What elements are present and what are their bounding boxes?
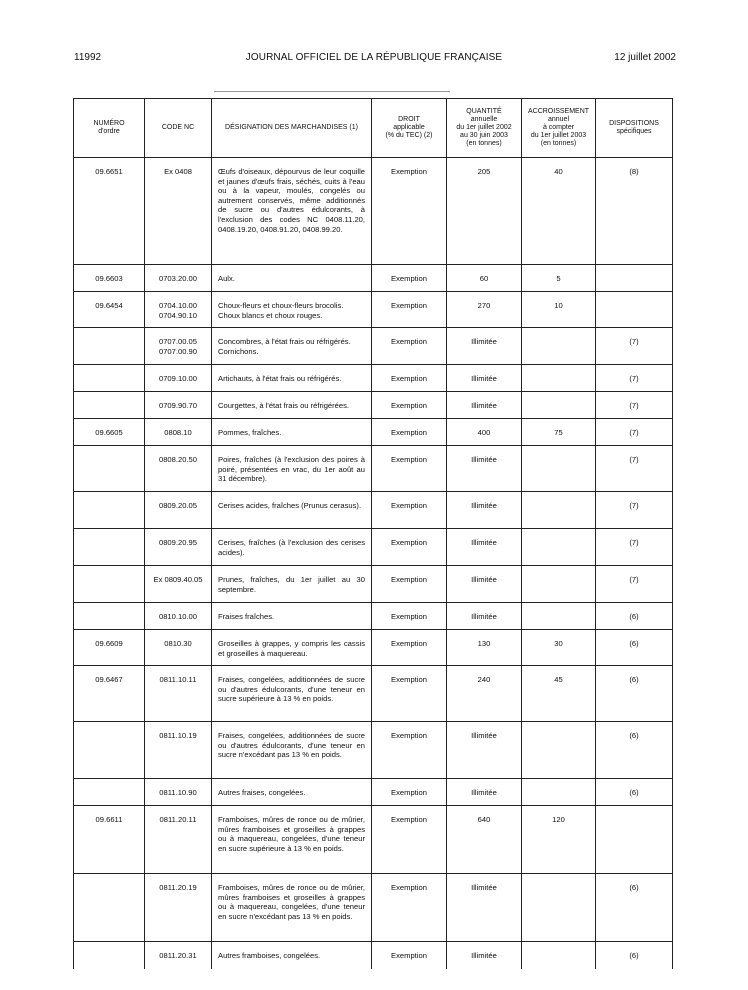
row-droit: Exemption: [372, 529, 447, 566]
row-code-nc: 0809.20.95: [145, 529, 212, 566]
col-header-accroissement: ACCROISSEMENT annuel à compter du 1er juillet 2003 (en tonnes): [522, 99, 596, 158]
row-code-nc: 0808.20.50: [145, 446, 212, 492]
row-droit: Exemption: [372, 806, 447, 874]
row-numero: 09.6467: [74, 666, 145, 722]
tariff-quota-table: [73, 98, 673, 969]
table-row: [74, 265, 673, 292]
row-droit: Exemption: [372, 630, 447, 666]
row-dispositions: [596, 806, 673, 874]
table-row: [74, 492, 673, 529]
row-accroissement: [522, 779, 596, 806]
row-code-nc: 0810.10.00: [145, 603, 212, 630]
header-rule: [214, 91, 450, 92]
row-droit: Exemption: [372, 419, 447, 446]
row-code-nc: 0811.20.19: [145, 874, 212, 942]
table-row: [74, 529, 673, 566]
row-droit: Exemption: [372, 365, 447, 392]
row-accroissement: [522, 365, 596, 392]
row-numero: [74, 365, 145, 392]
row-droit: Exemption: [372, 603, 447, 630]
journal-title: JOURNAL OFFICIEL DE LA RÉPUBLIQUE FRANÇAISE: [245, 52, 503, 63]
row-dispositions: (7): [596, 446, 673, 492]
row-droit: Exemption: [372, 392, 447, 419]
table-row: [74, 630, 673, 666]
table-body: [74, 158, 673, 969]
row-accroissement: [522, 328, 596, 365]
row-quantite: Illimitée: [447, 779, 522, 806]
row-quantite: Illimitée: [447, 492, 522, 529]
row-accroissement: 120: [522, 806, 596, 874]
row-numero: [74, 446, 145, 492]
row-designation: Framboises, mûres de ronce ou de mûrier, mûres framboises et groseilles à grappes ou à maquereau, congelées, d'une teneur en sucre n'excédant pas 13 % en poids.: [212, 874, 372, 942]
row-numero: 09.6611: [74, 806, 145, 874]
row-dispositions: (7): [596, 566, 673, 603]
table-row: [74, 158, 673, 265]
col-header-dispositions: DISPOSITIONS spécifiques: [596, 99, 673, 158]
row-code-nc: Ex 0408: [145, 158, 212, 265]
row-quantite: Illimitée: [447, 566, 522, 603]
row-designation: Artichauts, à l'état frais ou réfrigérés.: [212, 365, 372, 392]
row-numero: [74, 942, 145, 969]
row-numero: [74, 492, 145, 529]
row-droit: Exemption: [372, 874, 447, 942]
row-droit: Exemption: [372, 158, 447, 265]
row-droit: Exemption: [372, 779, 447, 806]
table-row: [74, 365, 673, 392]
row-designation: Fraises, congelées, additionnées de sucre ou d'autres édulcorants, d'une teneur en sucre supérieure à 13 % en poids.: [212, 666, 372, 722]
row-accroissement: [522, 492, 596, 529]
row-numero: [74, 874, 145, 942]
row-code-nc: 0808.10: [145, 419, 212, 446]
col-header-quantite: QUANTITÉ annuelle du 1er juillet 2002 au 30 juin 2003 (en tonnes): [447, 99, 522, 158]
row-accroissement: [522, 446, 596, 492]
row-dispositions: [596, 265, 673, 292]
row-droit: Exemption: [372, 446, 447, 492]
page-number: 11992: [74, 52, 102, 63]
row-dispositions: (8): [596, 158, 673, 265]
row-numero: [74, 779, 145, 806]
page-header: [0, 52, 748, 66]
row-designation: Poires, fraîches (à l'exclusion des poires à poiré, présentées en vrac, du 1er août au 31 décembre).: [212, 446, 372, 492]
col-header-designation: DÉSIGNATION DES MARCHANDISES (1): [212, 99, 372, 158]
row-quantite: Illimitée: [447, 529, 522, 566]
row-code-nc: 0811.20.11: [145, 806, 212, 874]
row-code-nc: 0709.10.00: [145, 365, 212, 392]
row-designation: Autres framboises, congelées.: [212, 942, 372, 969]
row-designation: Concombres, à l'état frais ou réfrigérés. Cornichons.: [212, 328, 372, 365]
row-dispositions: (7): [596, 529, 673, 566]
row-accroissement: 10: [522, 292, 596, 328]
row-dispositions: [596, 292, 673, 328]
row-dispositions: (6): [596, 874, 673, 942]
row-accroissement: [522, 603, 596, 630]
table-row: [74, 328, 673, 365]
row-designation: Œufs d'oiseaux, dépourvus de leur coquille et jaunes d'œufs frais, séchés, cuits à l'eau ou à la vapeur, moulés, congelés ou autrement conservés, même additionnés de sucre ou d'autres édulcorants, à l'exclusion des codes NC 0408.11.20, 0408.19.20, 0408.91.20, 0408.99.20.: [212, 158, 372, 265]
row-quantite: Illimitée: [447, 942, 522, 969]
col-header-numero: NUMÉRO d'ordre: [74, 99, 145, 158]
row-numero: [74, 566, 145, 603]
row-numero: [74, 529, 145, 566]
row-accroissement: 30: [522, 630, 596, 666]
row-numero: [74, 603, 145, 630]
row-droit: Exemption: [372, 722, 447, 779]
row-numero: 09.6609: [74, 630, 145, 666]
row-dispositions: (6): [596, 666, 673, 722]
row-dispositions: (6): [596, 630, 673, 666]
row-code-nc: 0704.10.00 0704.90.10: [145, 292, 212, 328]
table-row: [74, 806, 673, 874]
row-numero: 09.6605: [74, 419, 145, 446]
row-numero: 09.6603: [74, 265, 145, 292]
row-quantite: Illimitée: [447, 365, 522, 392]
row-quantite: Illimitée: [447, 392, 522, 419]
row-droit: Exemption: [372, 292, 447, 328]
row-quantite: Illimitée: [447, 328, 522, 365]
table-header-row: [74, 99, 673, 158]
row-numero: [74, 722, 145, 779]
row-quantite: Illimitée: [447, 874, 522, 942]
table-row: [74, 666, 673, 722]
row-quantite: 205: [447, 158, 522, 265]
row-code-nc: 0811.20.31: [145, 942, 212, 969]
row-quantite: Illimitée: [447, 603, 522, 630]
row-code-nc: Ex 0809.40.05: [145, 566, 212, 603]
row-designation: Prunes, fraîches, du 1er juillet au 30 septembre.: [212, 566, 372, 603]
row-droit: Exemption: [372, 666, 447, 722]
row-droit: Exemption: [372, 942, 447, 969]
row-designation: Cerises, fraîches (à l'exclusion des cerises acides).: [212, 529, 372, 566]
row-code-nc: 0811.10.11: [145, 666, 212, 722]
table-row: [74, 292, 673, 328]
col-header-code-nc: CODE NC: [145, 99, 212, 158]
row-dispositions: (7): [596, 492, 673, 529]
row-code-nc: 0707.00.05 0707.00.90: [145, 328, 212, 365]
row-numero: [74, 328, 145, 365]
row-droit: Exemption: [372, 328, 447, 365]
row-designation: Choux-fleurs et choux-fleurs brocolis. Choux blancs et choux rouges.: [212, 292, 372, 328]
row-designation: Pommes, fraîches.: [212, 419, 372, 446]
row-code-nc: 0809.20.05: [145, 492, 212, 529]
row-dispositions: (7): [596, 328, 673, 365]
row-quantite: 400: [447, 419, 522, 446]
row-dispositions: (6): [596, 722, 673, 779]
row-designation: Groseilles à grappes, y compris les cassis et groseilles à maquereau.: [212, 630, 372, 666]
row-quantite: 240: [447, 666, 522, 722]
row-designation: Fraises fraîches.: [212, 603, 372, 630]
row-droit: Exemption: [372, 492, 447, 529]
table-row: [74, 942, 673, 969]
row-quantite: 130: [447, 630, 522, 666]
row-dispositions: (7): [596, 419, 673, 446]
row-dispositions: (6): [596, 603, 673, 630]
row-accroissement: [522, 392, 596, 419]
row-accroissement: [522, 566, 596, 603]
row-quantite: 270: [447, 292, 522, 328]
col-header-droit: DROIT applicable (% du TEC) (2): [372, 99, 447, 158]
table-row: [74, 874, 673, 942]
row-accroissement: 45: [522, 666, 596, 722]
row-quantite: 60: [447, 265, 522, 292]
row-accroissement: [522, 722, 596, 779]
row-quantite: Illimitée: [447, 722, 522, 779]
row-droit: Exemption: [372, 265, 447, 292]
row-quantite: Illimitée: [447, 446, 522, 492]
row-designation: Framboises, mûres de ronce ou de mûrier, mûres framboises et groseilles à grappes ou à maquereau, congelées, d'une teneur en sucre supérieure à 13 % en poids.: [212, 806, 372, 874]
row-code-nc: 0811.10.90: [145, 779, 212, 806]
table-row: [74, 566, 673, 603]
row-accroissement: 40: [522, 158, 596, 265]
row-designation: Fraises, congelées, additionnées de sucre ou d'autres édulcorants, d'une teneur en sucre n'excédant pas 13 % en poids.: [212, 722, 372, 779]
publication-date: 12 juillet 2002: [614, 52, 676, 63]
row-designation: Aulx.: [212, 265, 372, 292]
row-accroissement: [522, 942, 596, 969]
row-code-nc: 0810.30: [145, 630, 212, 666]
row-dispositions: (6): [596, 779, 673, 806]
table-row: [74, 419, 673, 446]
row-numero: [74, 392, 145, 419]
row-numero: 09.6651: [74, 158, 145, 265]
row-droit: Exemption: [372, 566, 447, 603]
row-designation: Courgettes, à l'état frais ou réfrigérées.: [212, 392, 372, 419]
row-accroissement: [522, 874, 596, 942]
row-code-nc: 0703.20.00: [145, 265, 212, 292]
row-dispositions: (6): [596, 942, 673, 969]
row-code-nc: 0709.90.70: [145, 392, 212, 419]
table-row: [74, 603, 673, 630]
row-numero: 09.6454: [74, 292, 145, 328]
table-row: [74, 779, 673, 806]
row-code-nc: 0811.10.19: [145, 722, 212, 779]
table-row: [74, 446, 673, 492]
row-accroissement: [522, 529, 596, 566]
row-accroissement: 75: [522, 419, 596, 446]
row-designation: Cerises acides, fraîches (Prunus cerasus).: [212, 492, 372, 529]
row-accroissement: 5: [522, 265, 596, 292]
table-row: [74, 722, 673, 779]
table-row: [74, 392, 673, 419]
row-dispositions: (7): [596, 392, 673, 419]
row-designation: Autres fraises, congelées.: [212, 779, 372, 806]
row-quantite: 640: [447, 806, 522, 874]
row-dispositions: (7): [596, 365, 673, 392]
